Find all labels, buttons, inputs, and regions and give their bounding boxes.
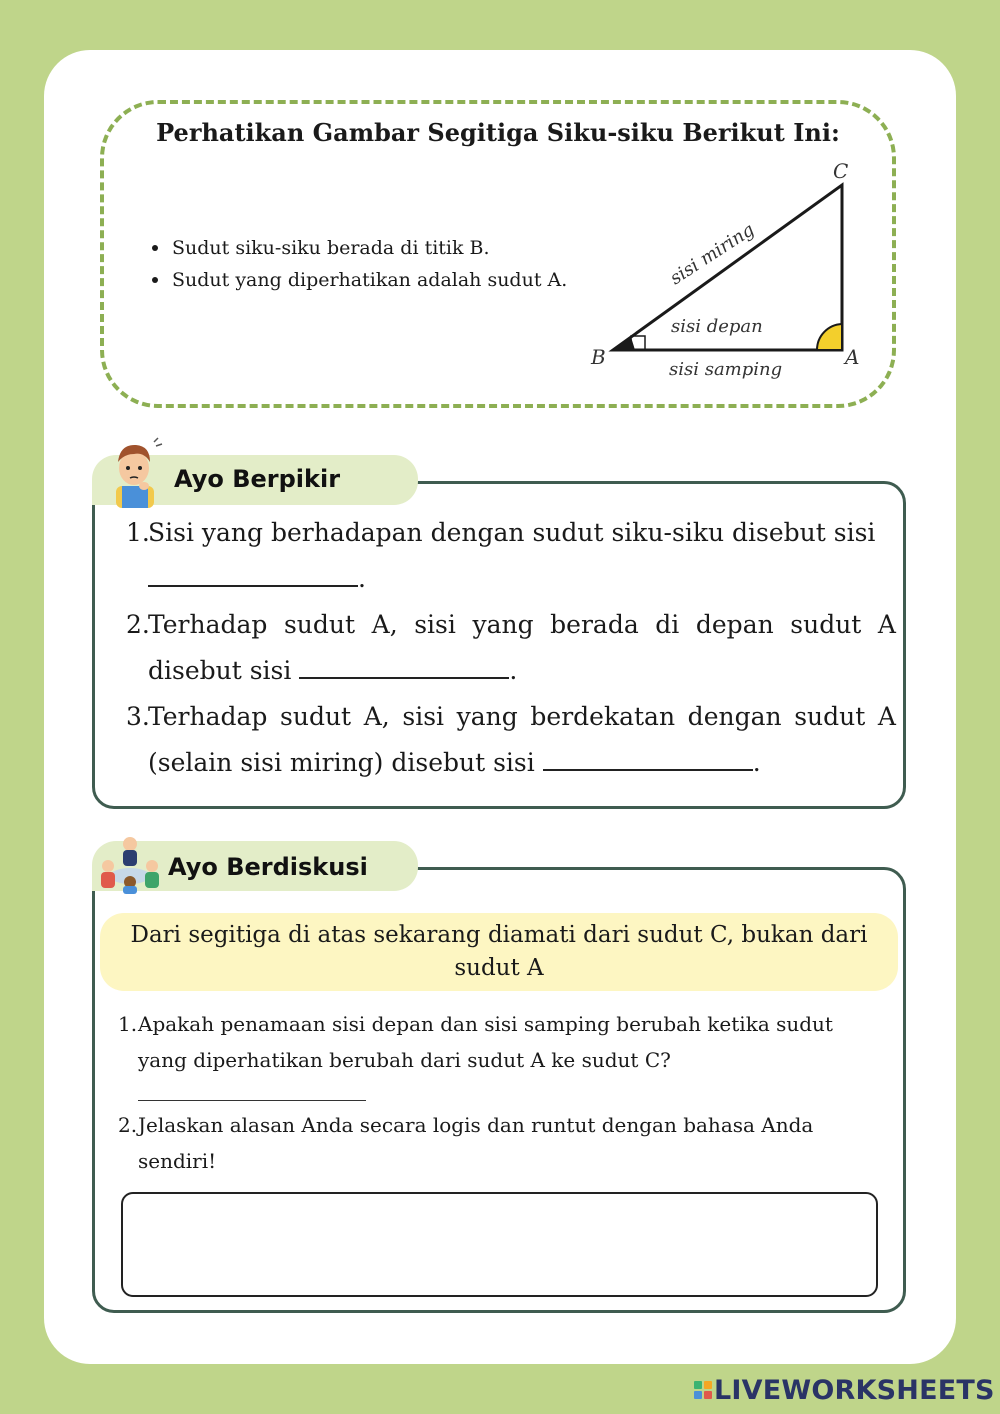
liveworksheets-logo xyxy=(694,1374,995,1406)
intro-bullets xyxy=(148,232,567,296)
answer-blank[interactable] xyxy=(138,1078,366,1101)
think-question-list xyxy=(120,510,896,786)
vertex-a-label: A xyxy=(845,345,860,369)
angle-a-marker xyxy=(817,324,842,350)
answer-blank[interactable] xyxy=(148,563,358,587)
think-question-3: 3. Terhadap sudut A, sisi yang berdekatan dengan sudut A (selain sisi miring) disebut sisi . xyxy=(126,702,896,777)
discuss-heading: Ayo Berdiskusi xyxy=(168,853,368,881)
answer-blank[interactable] xyxy=(299,655,509,679)
bullet-item: Sudut yang diperhatikan adalah sudut A. xyxy=(152,264,567,296)
vertex-b-label: B xyxy=(591,345,606,369)
answer-blank[interactable] xyxy=(543,747,753,771)
discuss-banner: Dari segitiga di atas sekarang diamati dari sudut C, bukan dari sudut A xyxy=(100,913,898,991)
discuss-question-2: 2. Jelaskan alasan Anda secara logis dan runtut dengan bahasa Anda sendiri! xyxy=(118,1113,814,1173)
adjacent-label: sisi samping xyxy=(669,359,783,380)
discussion-group-icon xyxy=(98,832,162,894)
think-question-2: 2. Terhadap sudut A, sisi yang berada di depan sudut A disebut sisi . xyxy=(126,610,896,685)
brand-name: LIVEWORKSHEETS xyxy=(714,1374,995,1406)
thinking-boy-icon xyxy=(104,436,166,508)
discuss-question-list xyxy=(118,1006,878,1179)
right-triangle-diagram xyxy=(585,152,870,384)
discuss-question-1: 1. Apakah penamaan sisi depan dan sisi samping berubah ketika sudut yang diperhatikan berubah dari sudut A ke sudut C? xyxy=(118,1006,878,1101)
opposite-label: sisi depan xyxy=(671,316,763,337)
think-heading: Ayo Berpikir xyxy=(174,465,341,493)
intro-title: Perhatikan Gambar Segitiga Siku-siku Berikut Ini: xyxy=(156,118,840,147)
bullet-item: Sudut siku-siku berada di titik B. xyxy=(152,232,567,264)
answer-textbox[interactable] xyxy=(121,1192,878,1297)
think-question-1: 1. Sisi yang berhadapan dengan sudut siku-siku disebut sisi . xyxy=(126,518,876,593)
vertex-c-label: C xyxy=(833,159,849,183)
hypotenuse-label: sisi miring xyxy=(666,219,759,290)
brand-logo-icon xyxy=(694,1381,712,1399)
